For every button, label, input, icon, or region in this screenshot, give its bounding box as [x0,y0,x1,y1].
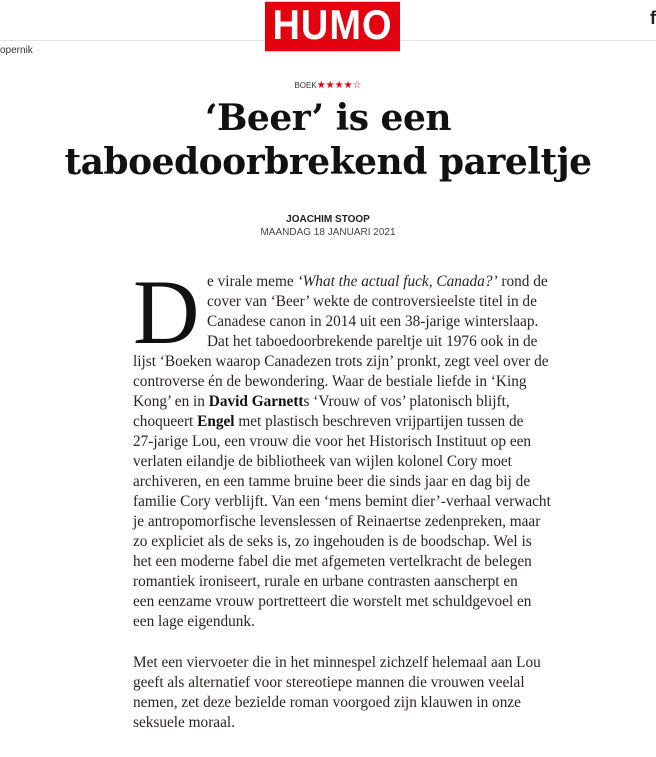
text-line: familie Cory verblijft. Van een ‘mens bemint dier’-verhaal verwacht [133,493,551,510]
text: choqueert [133,413,198,430]
text-line [133,412,553,432]
text-line: je antropomorfische levenslessen of Reinaertse zedenpreken, maar [133,513,541,530]
text: met plastisch beschreven vrijpartijen tussen de [234,413,524,430]
text-line: 27-jarige Lou, een vrouw die voor het Historisch Instituut op een [133,433,532,450]
author-link[interactable]: JOACHIM STOOP [286,214,370,225]
text-line [133,392,553,412]
italic-quote: ‘What the actual fuck, Canada?’ [297,273,498,290]
text-line: een eenzame vrouw portretteert die worstelt met schuldgevoel en [133,593,532,610]
facebook-icon[interactable]: f [650,8,656,28]
text-line: cover van ‘Beer’ wekte de controversieelste titel in de [207,293,537,310]
text: rond de [497,273,548,290]
text-line: het een moderne fabel die met afgemeten vertelkracht de belegen [133,553,532,570]
text-line: archiveren, en een tamme bruine beer die sinds jaar en dag bij de [133,473,531,490]
paragraph-2 [133,653,553,733]
rating-stars-filled: ★★★★ [316,80,353,91]
article-title: ‘Beer’ is een taboedoorbrekend pareltje [64,97,592,183]
text-line: lijst ‘Boeken waarop Canadezen trots zijn’ pronkt, zegt veel over de [133,353,549,370]
publish-date: MAANDAG 18 JANUARI 2021 [260,227,396,238]
text-line: geeft als alternatief voor stereotiepe mannen die vrouwen veelal [133,674,525,691]
article-kicker [0,80,656,91]
humo-logo[interactable]: HUMO [265,2,400,52]
text: s ‘Vrouw of vos’ platonisch blijft, [303,393,510,410]
rating-stars-empty: ☆ [352,80,362,91]
text-line: controverse én de bewondering. Waar de bestiale liefde in ‘King [133,373,527,390]
breadcrumb[interactable]: opernik [0,45,33,56]
text: e virale meme [207,273,298,290]
text-line: Dat het taboedoorbrekende pareltje uit 1976 ook in de [207,333,538,350]
text-line: verlaten eilandje de bibliotheek van wijlen kolonel Cory moet [133,453,512,470]
article-body [133,261,553,733]
text-line: romantiek ironiseert, rurale en urbane contrasten aanscherpt en [133,573,518,590]
author-name-bold: David Garnett [208,393,304,410]
text: Kong’ en in [133,393,209,410]
text-line: een lage eigendunk. [133,613,255,630]
text-line: Met een viervoeter die in het minnespel zichzelf helemaal aan Lou [133,654,541,671]
category-label: BOEK [294,81,317,90]
author-name-bold: Engel [197,413,235,430]
text-line: Canadese canon in 2014 uit een 38-jarige winterslaap. [207,313,539,330]
text-line: zo expliciet als de seks is, zo ingehouden is de boodschap. Wel is [133,533,532,550]
text-line: nemen, zet deze bezielde roman voorgoed zijn klauwen in onze [133,694,521,711]
text-line: seksuele moraal. [133,714,235,731]
drop-cap: D [133,261,200,363]
